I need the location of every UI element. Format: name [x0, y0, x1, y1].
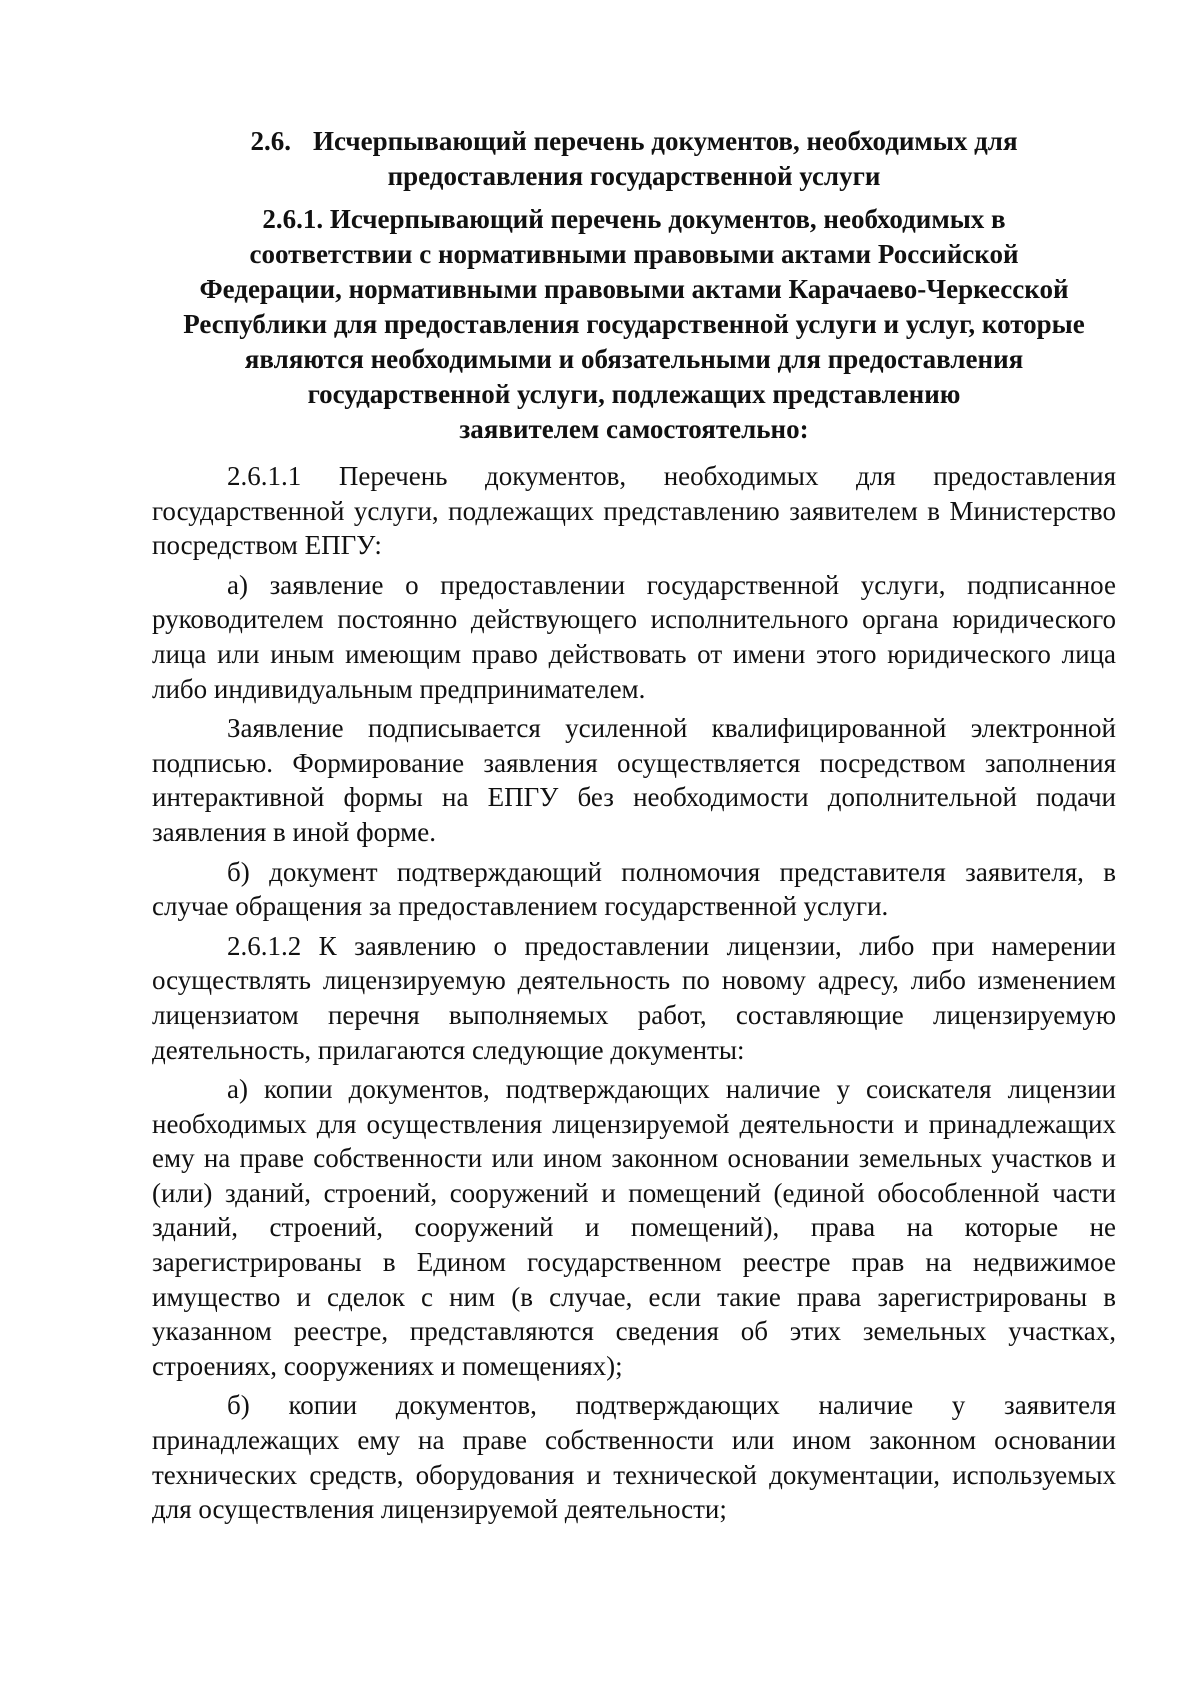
subsection-heading-line: Республики для предоставления государственной услуги и услуг, которые	[183, 309, 1085, 339]
subsection-heading-line: соответствии с нормативными правовыми актами Российской	[249, 239, 1019, 269]
paragraph-item-b: б) документ подтверждающий полномочия представителя заявителя, в случае обращения за предоставлением государственной услуги.	[152, 856, 1116, 922]
paragraph-2-6-1-1: 2.6.1.1 Перечень документов, необходимых для предоставления государственной услуги, подлежащих представлению заявителем в Министерство посредством ЕПГУ:	[152, 461, 1116, 561]
paragraph-2-6-1-2: 2.6.1.2 К заявлению о предоставлении лицензии, либо при намерении осуществлять лицензируемую деятельность по новому адресу, либо изменением лицензиатом перечня выполняемых работ, составляющие лицензируемую деятельность, прилагаются следующие документы:	[152, 930, 1116, 1065]
section-heading-text: Исчерпывающий перечень документов, необходимых для	[312, 126, 1018, 156]
subsection-heading-line: Федерации, нормативными правовыми актами Карачаево-Черкесской	[199, 274, 1069, 304]
paragraph-item-a-copies: а) копии документов, подтверждающих наличие у соискателя лицензии необходимых для осуществления лицензируемой деятельности и принадлежащих ему на праве собственности или ином законном основании земельных участков и (или) зданий, строений, сооружений и помещений (единой обособленной части зданий, строений, сооружений и помещений), права на которые не зарегистрированы в Едином государственном реестре прав на недвижимое имущество и сделок с ним (в случае, если такие права зарегистрированы в указанном реестре, представляются сведения об этих земельных участках, строениях, сооружениях и помещениях);	[152, 1074, 1116, 1381]
paragraph-signature: Заявление подписывается усиленной квалифицированной электронной подписью. Формирование заявления осуществляется посредством заполнения интерактивной формы на ЕПГУ без необходимости дополнительной подачи заявления в иной форме.	[152, 713, 1116, 847]
subsection-heading-line: являются необходимыми и обязательными для предоставления	[244, 344, 1024, 374]
paragraph-item-a: а) заявление о предоставлении государственной услуги, подписанное руководителем постоянно действующего исполнительного органа юридического лица или иным имеющим право действовать от имени этого юридического лица либо индивидуальным предпринимателем.	[152, 569, 1116, 704]
subsection-heading	[152, 202, 1116, 447]
section-heading-line-1	[152, 124, 1116, 159]
subsection-heading-line: государственной услуги, подлежащих представлению	[307, 379, 961, 409]
section-heading	[152, 124, 1116, 194]
section-heading-line-2: предоставления государственной услуги	[387, 161, 881, 191]
subsection-heading-line: заявителем самостоятельно:	[459, 414, 809, 444]
subsection-heading-line: 2.6.1. Исчерпывающий перечень документов, необходимых в	[262, 204, 1006, 234]
paragraph-item-b-copies: б) копии документов, подтверждающих наличие у заявителя принадлежащих ему на праве собственности или ином законном основании технических средств, оборудования и технической документации, используемых для осуществления лицензируемой деятельности;	[152, 1390, 1116, 1525]
document-content	[152, 124, 1116, 1532]
section-number: 2.6.	[250, 126, 291, 156]
